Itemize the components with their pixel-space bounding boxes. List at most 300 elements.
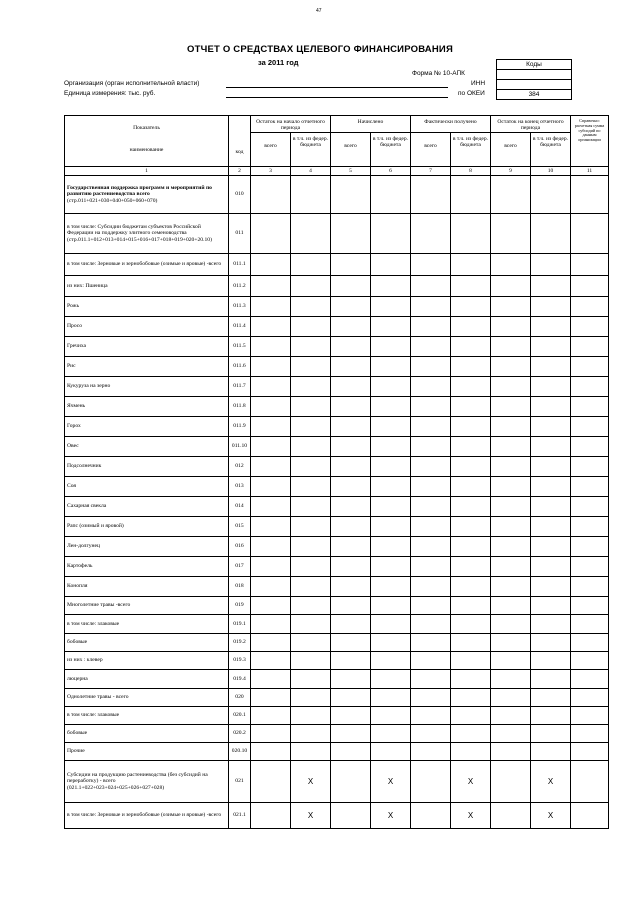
value-cell[interactable] bbox=[411, 275, 451, 296]
organization-field[interactable] bbox=[226, 87, 448, 88]
value-cell[interactable] bbox=[331, 436, 371, 456]
value-cell[interactable] bbox=[371, 669, 411, 688]
row-code: 021.1 bbox=[229, 802, 251, 828]
value-cell[interactable] bbox=[371, 436, 411, 456]
value-cell[interactable] bbox=[291, 456, 331, 476]
value-cell[interactable] bbox=[451, 496, 491, 516]
value-cell[interactable] bbox=[571, 213, 609, 253]
value-cell[interactable] bbox=[411, 802, 451, 828]
row-name-text: в том числе: Зерновые и зернобобовые (озимые и яровые) -всего bbox=[67, 261, 222, 268]
value-cell[interactable] bbox=[371, 516, 411, 536]
value-cell[interactable] bbox=[411, 576, 451, 596]
value-cell[interactable] bbox=[371, 456, 411, 476]
value-cell[interactable] bbox=[491, 742, 531, 760]
value-cell[interactable] bbox=[451, 688, 491, 706]
value-cell[interactable] bbox=[331, 476, 371, 496]
table-row bbox=[65, 175, 609, 213]
row-name-text: из них : клевер bbox=[67, 657, 103, 664]
value-cell[interactable] bbox=[251, 556, 291, 576]
value-cell[interactable] bbox=[371, 596, 411, 614]
value-cell[interactable] bbox=[531, 688, 571, 706]
value-cell[interactable] bbox=[371, 336, 411, 356]
row-name-text: Конопля bbox=[67, 583, 88, 590]
value-cell[interactable] bbox=[491, 802, 531, 828]
value-cell[interactable] bbox=[451, 296, 491, 316]
value-cell[interactable] bbox=[411, 296, 451, 316]
value-cell[interactable] bbox=[491, 456, 531, 476]
value-cell[interactable] bbox=[531, 213, 571, 253]
row-name-text: Прочие bbox=[67, 748, 85, 755]
value-cell[interactable] bbox=[331, 253, 371, 275]
value-cell[interactable] bbox=[571, 633, 609, 651]
row-code: 011 bbox=[229, 213, 251, 253]
value-cell[interactable] bbox=[371, 213, 411, 253]
value-cell[interactable] bbox=[411, 651, 451, 669]
value-cell[interactable] bbox=[411, 633, 451, 651]
value-cell[interactable] bbox=[571, 316, 609, 336]
value-cell[interactable] bbox=[291, 336, 331, 356]
value-cell[interactable] bbox=[491, 275, 531, 296]
value-cell[interactable] bbox=[531, 436, 571, 456]
value-cell[interactable] bbox=[571, 456, 609, 476]
value-cell[interactable] bbox=[291, 614, 331, 633]
value-cell[interactable] bbox=[331, 416, 371, 436]
value-cell[interactable] bbox=[251, 802, 291, 828]
value-cell[interactable] bbox=[491, 476, 531, 496]
value-cell[interactable] bbox=[251, 356, 291, 376]
value-cell[interactable] bbox=[571, 376, 609, 396]
value-cell[interactable] bbox=[251, 476, 291, 496]
value-cell[interactable] bbox=[251, 576, 291, 596]
value-cell[interactable] bbox=[571, 476, 609, 496]
value-cell[interactable] bbox=[531, 175, 571, 213]
x-mark-cell: Х bbox=[451, 760, 491, 802]
value-cell[interactable] bbox=[371, 706, 411, 724]
value-cell[interactable] bbox=[331, 706, 371, 724]
value-cell[interactable] bbox=[251, 651, 291, 669]
value-cell[interactable] bbox=[491, 614, 531, 633]
value-cell[interactable] bbox=[451, 724, 491, 742]
value-cell[interactable] bbox=[331, 576, 371, 596]
value-cell[interactable] bbox=[331, 633, 371, 651]
value-cell[interactable] bbox=[411, 596, 451, 614]
value-cell[interactable] bbox=[571, 275, 609, 296]
value-cell[interactable] bbox=[451, 536, 491, 556]
value-cell[interactable] bbox=[491, 651, 531, 669]
value-cell[interactable] bbox=[531, 275, 571, 296]
value-cell[interactable] bbox=[371, 614, 411, 633]
value-cell[interactable] bbox=[411, 456, 451, 476]
value-cell[interactable] bbox=[251, 688, 291, 706]
value-cell[interactable] bbox=[531, 336, 571, 356]
value-cell[interactable] bbox=[451, 651, 491, 669]
value-cell[interactable] bbox=[291, 556, 331, 576]
value-cell[interactable] bbox=[531, 456, 571, 476]
value-cell[interactable] bbox=[531, 596, 571, 614]
value-cell[interactable] bbox=[491, 576, 531, 596]
value-cell[interactable] bbox=[371, 536, 411, 556]
value-cell[interactable] bbox=[251, 376, 291, 396]
value-cell[interactable] bbox=[531, 516, 571, 536]
x-mark-cell: Х bbox=[291, 802, 331, 828]
value-cell[interactable] bbox=[411, 253, 451, 275]
value-cell[interactable] bbox=[291, 275, 331, 296]
value-cell[interactable] bbox=[531, 556, 571, 576]
table-row bbox=[65, 706, 609, 724]
value-cell[interactable] bbox=[251, 706, 291, 724]
value-cell[interactable] bbox=[571, 416, 609, 436]
value-cell[interactable] bbox=[251, 496, 291, 516]
value-cell[interactable] bbox=[451, 376, 491, 396]
row-code: 011.10 bbox=[229, 436, 251, 456]
value-cell[interactable] bbox=[411, 516, 451, 536]
value-cell[interactable] bbox=[371, 416, 411, 436]
x-mark-cell: Х bbox=[531, 760, 571, 802]
value-cell[interactable] bbox=[451, 316, 491, 336]
value-cell[interactable] bbox=[251, 724, 291, 742]
value-cell[interactable] bbox=[571, 688, 609, 706]
row-name bbox=[65, 651, 229, 669]
value-cell[interactable] bbox=[371, 253, 411, 275]
value-cell[interactable] bbox=[251, 416, 291, 436]
value-cell[interactable] bbox=[531, 742, 571, 760]
value-cell[interactable] bbox=[331, 275, 371, 296]
value-cell[interactable] bbox=[451, 275, 491, 296]
row-name bbox=[65, 316, 229, 336]
value-cell[interactable] bbox=[411, 356, 451, 376]
value-cell[interactable] bbox=[531, 496, 571, 516]
value-cell[interactable] bbox=[291, 476, 331, 496]
value-cell[interactable] bbox=[291, 396, 331, 416]
value-cell[interactable] bbox=[291, 516, 331, 536]
value-cell[interactable] bbox=[571, 556, 609, 576]
value-cell[interactable] bbox=[571, 596, 609, 614]
value-cell[interactable] bbox=[531, 706, 571, 724]
value-cell[interactable] bbox=[251, 336, 291, 356]
value-cell[interactable] bbox=[331, 336, 371, 356]
value-cell[interactable] bbox=[491, 253, 531, 275]
value-cell[interactable] bbox=[371, 316, 411, 336]
form-label: Форма № 10-АПК bbox=[412, 70, 465, 77]
value-cell[interactable] bbox=[411, 496, 451, 516]
value-cell[interactable] bbox=[251, 516, 291, 536]
value-cell[interactable] bbox=[331, 614, 371, 633]
value-cell[interactable] bbox=[331, 516, 371, 536]
value-cell[interactable] bbox=[451, 742, 491, 760]
value-cell[interactable] bbox=[291, 436, 331, 456]
value-cell[interactable] bbox=[251, 275, 291, 296]
value-cell[interactable] bbox=[491, 633, 531, 651]
row-name bbox=[65, 556, 229, 576]
value-cell[interactable] bbox=[571, 536, 609, 556]
value-cell[interactable] bbox=[291, 316, 331, 336]
value-cell[interactable] bbox=[411, 688, 451, 706]
value-cell[interactable] bbox=[491, 706, 531, 724]
value-cell[interactable] bbox=[291, 416, 331, 436]
value-cell[interactable] bbox=[251, 175, 291, 213]
value-cell[interactable] bbox=[451, 556, 491, 576]
value-cell[interactable] bbox=[411, 336, 451, 356]
value-cell[interactable] bbox=[371, 296, 411, 316]
value-cell[interactable] bbox=[331, 296, 371, 316]
value-cell[interactable] bbox=[531, 724, 571, 742]
value-cell[interactable] bbox=[331, 651, 371, 669]
value-cell[interactable] bbox=[331, 376, 371, 396]
value-cell[interactable] bbox=[491, 669, 531, 688]
value-cell[interactable] bbox=[371, 476, 411, 496]
value-cell[interactable] bbox=[531, 356, 571, 376]
value-cell[interactable] bbox=[291, 356, 331, 376]
sub-total-header: всего bbox=[331, 132, 371, 166]
value-cell[interactable] bbox=[411, 760, 451, 802]
row-name-text: бобовые bbox=[67, 639, 88, 646]
value-cell[interactable] bbox=[251, 536, 291, 556]
value-cell[interactable] bbox=[251, 669, 291, 688]
value-cell[interactable] bbox=[491, 596, 531, 614]
value-cell[interactable] bbox=[291, 633, 331, 651]
value-cell[interactable] bbox=[531, 536, 571, 556]
value-cell[interactable] bbox=[371, 496, 411, 516]
value-cell[interactable] bbox=[531, 614, 571, 633]
value-cell[interactable] bbox=[331, 669, 371, 688]
value-cell[interactable] bbox=[291, 742, 331, 760]
value-cell[interactable] bbox=[251, 296, 291, 316]
value-cell[interactable] bbox=[331, 175, 371, 213]
value-cell[interactable] bbox=[451, 253, 491, 275]
value-cell[interactable] bbox=[451, 436, 491, 456]
value-cell[interactable] bbox=[291, 688, 331, 706]
value-cell[interactable] bbox=[491, 516, 531, 536]
value-cell[interactable] bbox=[291, 253, 331, 275]
row-name-text: в том числе: Субсидии бюджетам субъектов Российской Федерации на поддержку элитного семеноводства bbox=[67, 223, 201, 237]
value-cell[interactable] bbox=[411, 396, 451, 416]
value-cell[interactable] bbox=[451, 516, 491, 536]
value-cell[interactable] bbox=[571, 669, 609, 688]
value-cell[interactable] bbox=[331, 760, 371, 802]
table-row bbox=[65, 296, 609, 316]
value-cell[interactable] bbox=[491, 356, 531, 376]
report-period: за 2011 год bbox=[258, 58, 299, 67]
row-name-text: Кукуруза на зерно bbox=[67, 383, 111, 390]
value-cell[interactable] bbox=[371, 688, 411, 706]
value-cell[interactable] bbox=[491, 536, 531, 556]
value-cell[interactable] bbox=[571, 253, 609, 275]
value-cell[interactable] bbox=[571, 496, 609, 516]
value-cell[interactable] bbox=[491, 316, 531, 336]
value-cell[interactable] bbox=[371, 576, 411, 596]
value-cell[interactable] bbox=[451, 416, 491, 436]
value-cell[interactable] bbox=[491, 724, 531, 742]
value-cell[interactable] bbox=[251, 596, 291, 614]
value-cell[interactable] bbox=[331, 688, 371, 706]
value-cell[interactable] bbox=[571, 724, 609, 742]
value-cell[interactable] bbox=[331, 316, 371, 336]
row-code: 014 bbox=[229, 496, 251, 516]
col-number: 5 bbox=[331, 166, 371, 175]
inn-cell[interactable] bbox=[497, 80, 572, 90]
value-cell[interactable] bbox=[571, 742, 609, 760]
okei-label: по ОКЕИ bbox=[458, 90, 485, 97]
value-cell[interactable] bbox=[491, 556, 531, 576]
value-cell[interactable] bbox=[411, 175, 451, 213]
okei-cell[interactable]: 384 bbox=[497, 90, 572, 100]
value-cell[interactable] bbox=[531, 576, 571, 596]
value-cell[interactable] bbox=[571, 396, 609, 416]
value-cell[interactable] bbox=[371, 724, 411, 742]
value-cell[interactable] bbox=[531, 476, 571, 496]
value-cell[interactable] bbox=[411, 556, 451, 576]
row-name bbox=[65, 296, 229, 316]
value-cell[interactable] bbox=[571, 760, 609, 802]
value-cell[interactable] bbox=[331, 356, 371, 376]
value-cell[interactable] bbox=[491, 688, 531, 706]
value-cell[interactable] bbox=[451, 175, 491, 213]
value-cell[interactable] bbox=[451, 614, 491, 633]
table-row bbox=[65, 516, 609, 536]
value-cell[interactable] bbox=[491, 336, 531, 356]
value-cell[interactable] bbox=[571, 614, 609, 633]
value-cell[interactable] bbox=[291, 706, 331, 724]
value-cell[interactable] bbox=[491, 213, 531, 253]
value-cell[interactable] bbox=[291, 576, 331, 596]
value-cell[interactable] bbox=[571, 651, 609, 669]
value-cell[interactable] bbox=[571, 336, 609, 356]
value-cell[interactable] bbox=[531, 296, 571, 316]
value-cell[interactable] bbox=[451, 213, 491, 253]
value-cell[interactable] bbox=[371, 396, 411, 416]
value-cell[interactable] bbox=[451, 706, 491, 724]
value-cell[interactable] bbox=[251, 253, 291, 275]
value-cell[interactable] bbox=[411, 436, 451, 456]
row-code: 012 bbox=[229, 456, 251, 476]
value-cell[interactable] bbox=[251, 633, 291, 651]
value-cell[interactable] bbox=[451, 633, 491, 651]
row-name-text: Соя bbox=[67, 483, 76, 490]
value-cell[interactable] bbox=[371, 556, 411, 576]
form-code-cell[interactable] bbox=[497, 70, 572, 80]
value-cell[interactable] bbox=[531, 253, 571, 275]
value-cell[interactable] bbox=[291, 496, 331, 516]
value-cell[interactable] bbox=[411, 536, 451, 556]
value-cell[interactable] bbox=[451, 596, 491, 614]
value-cell[interactable] bbox=[451, 476, 491, 496]
value-cell[interactable] bbox=[571, 706, 609, 724]
value-cell[interactable] bbox=[331, 536, 371, 556]
value-cell[interactable] bbox=[531, 376, 571, 396]
value-cell[interactable] bbox=[251, 614, 291, 633]
value-cell[interactable] bbox=[291, 596, 331, 614]
value-cell[interactable] bbox=[371, 275, 411, 296]
value-cell[interactable] bbox=[291, 296, 331, 316]
value-cell[interactable] bbox=[291, 724, 331, 742]
value-cell[interactable] bbox=[491, 396, 531, 416]
value-cell[interactable] bbox=[571, 296, 609, 316]
value-cell[interactable] bbox=[291, 536, 331, 556]
value-cell[interactable] bbox=[291, 651, 331, 669]
table-row bbox=[65, 633, 609, 651]
value-cell[interactable] bbox=[251, 396, 291, 416]
value-cell[interactable] bbox=[451, 669, 491, 688]
value-cell[interactable] bbox=[411, 476, 451, 496]
value-cell[interactable] bbox=[371, 356, 411, 376]
value-cell[interactable] bbox=[411, 213, 451, 253]
value-cell[interactable] bbox=[411, 669, 451, 688]
value-cell[interactable] bbox=[411, 416, 451, 436]
value-cell[interactable] bbox=[291, 669, 331, 688]
value-cell[interactable] bbox=[331, 456, 371, 476]
value-cell[interactable] bbox=[531, 651, 571, 669]
value-cell[interactable] bbox=[371, 742, 411, 760]
value-cell[interactable] bbox=[251, 742, 291, 760]
value-cell[interactable] bbox=[331, 596, 371, 614]
value-cell[interactable] bbox=[251, 456, 291, 476]
value-cell[interactable] bbox=[491, 296, 531, 316]
value-cell[interactable] bbox=[411, 614, 451, 633]
value-cell[interactable] bbox=[491, 376, 531, 396]
value-cell[interactable] bbox=[331, 396, 371, 416]
value-cell[interactable] bbox=[571, 516, 609, 536]
row-name-text: Многолетние травы -всего bbox=[67, 602, 131, 609]
value-cell[interactable] bbox=[451, 576, 491, 596]
value-cell[interactable] bbox=[571, 436, 609, 456]
value-cell[interactable] bbox=[331, 496, 371, 516]
value-cell[interactable] bbox=[331, 724, 371, 742]
value-cell[interactable] bbox=[531, 416, 571, 436]
row-code: 011.8 bbox=[229, 396, 251, 416]
value-cell[interactable] bbox=[411, 742, 451, 760]
value-cell[interactable] bbox=[291, 175, 331, 213]
value-cell[interactable] bbox=[531, 396, 571, 416]
value-cell[interactable] bbox=[291, 213, 331, 253]
value-cell[interactable] bbox=[451, 396, 491, 416]
value-cell[interactable] bbox=[451, 356, 491, 376]
value-cell[interactable] bbox=[331, 556, 371, 576]
value-cell[interactable] bbox=[491, 760, 531, 802]
value-cell[interactable] bbox=[451, 456, 491, 476]
value-cell[interactable] bbox=[411, 724, 451, 742]
value-cell[interactable] bbox=[251, 213, 291, 253]
value-cell[interactable] bbox=[411, 316, 451, 336]
value-cell[interactable] bbox=[571, 356, 609, 376]
value-cell[interactable] bbox=[531, 633, 571, 651]
value-cell[interactable] bbox=[371, 175, 411, 213]
row-code: 011.5 bbox=[229, 336, 251, 356]
value-cell[interactable] bbox=[491, 496, 531, 516]
value-cell[interactable] bbox=[251, 760, 291, 802]
value-cell[interactable] bbox=[331, 213, 371, 253]
value-cell[interactable] bbox=[251, 436, 291, 456]
value-cell[interactable] bbox=[331, 742, 371, 760]
value-cell[interactable] bbox=[491, 175, 531, 213]
value-cell[interactable] bbox=[371, 376, 411, 396]
value-cell[interactable] bbox=[291, 376, 331, 396]
finance-table bbox=[64, 115, 609, 829]
value-cell[interactable] bbox=[411, 376, 451, 396]
value-cell[interactable] bbox=[251, 316, 291, 336]
value-cell[interactable] bbox=[331, 802, 371, 828]
value-cell[interactable] bbox=[491, 436, 531, 456]
value-cell[interactable] bbox=[571, 175, 609, 213]
value-cell[interactable] bbox=[531, 669, 571, 688]
value-cell[interactable] bbox=[411, 706, 451, 724]
value-cell[interactable] bbox=[371, 651, 411, 669]
value-cell[interactable] bbox=[371, 633, 411, 651]
value-cell[interactable] bbox=[571, 576, 609, 596]
value-cell[interactable] bbox=[531, 316, 571, 336]
value-cell[interactable] bbox=[451, 336, 491, 356]
value-cell[interactable] bbox=[571, 802, 609, 828]
value-cell[interactable] bbox=[491, 416, 531, 436]
